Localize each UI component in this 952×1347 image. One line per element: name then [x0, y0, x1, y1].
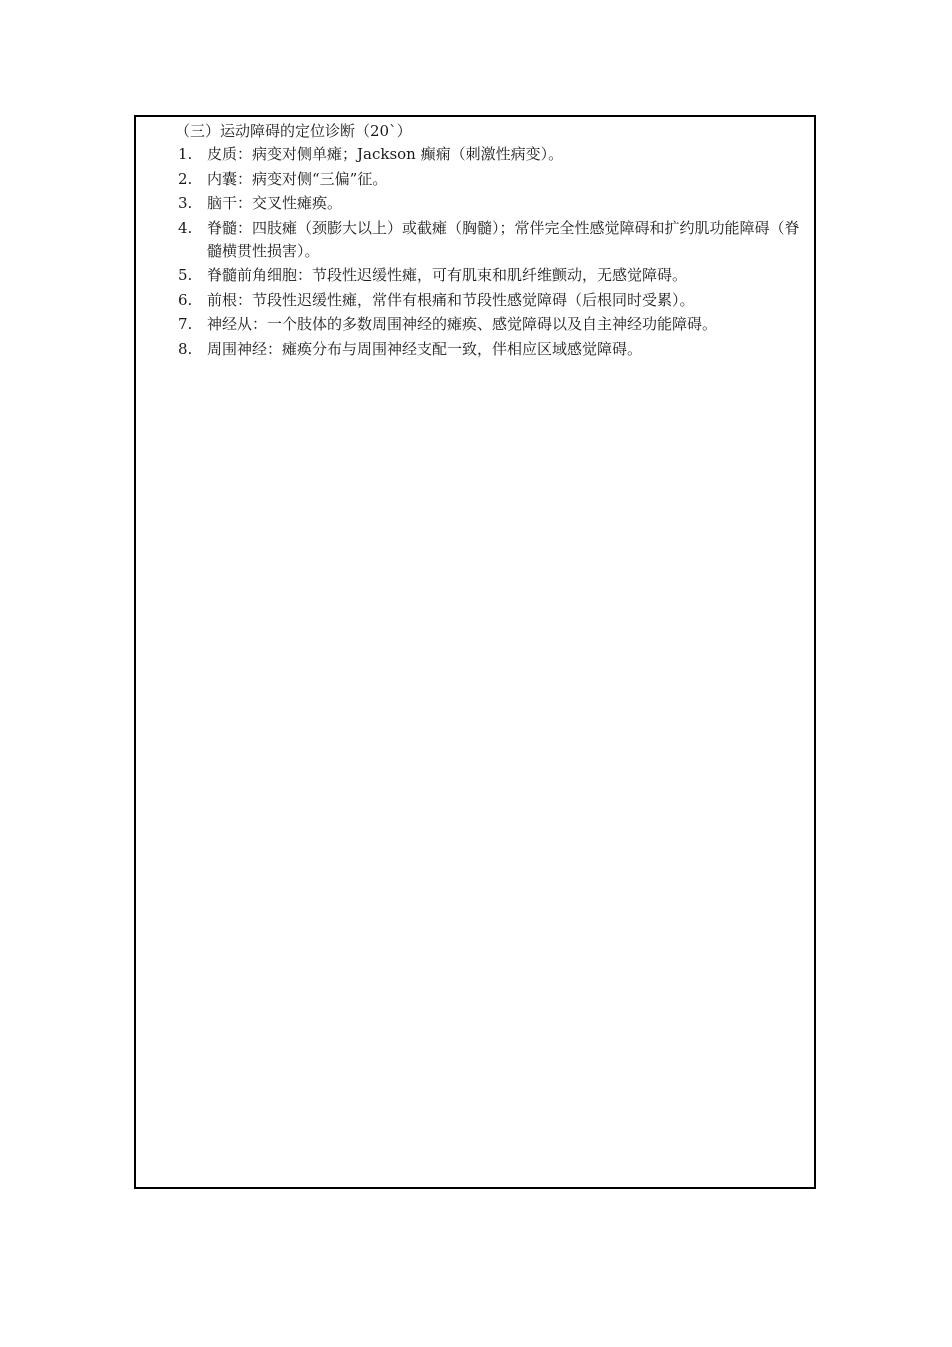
- item-number: 7.: [178, 315, 193, 333]
- list-item-4: [178, 217, 810, 263]
- item-text: 神经从：一个肢体的多数周围神经的瘫痪、感觉障碍以及自主神经功能障碍。: [207, 315, 718, 333]
- item-text: 脊髓：四肢瘫（颈膨大以上）或截瘫（胸髓）；常伴完全性感觉障碍和扩约肌功能障碍（脊髓横贯性损害）。: [207, 218, 800, 260]
- list-item-1: [178, 143, 810, 166]
- item-text: 内囊：病变对侧“三偏”征。: [207, 169, 388, 188]
- list-item-8: [178, 338, 810, 361]
- list-item-2: [178, 168, 810, 191]
- list-item-3: [178, 192, 810, 215]
- item-number: 3.: [178, 194, 193, 212]
- item-text: 脊髓前角细胞：节段性迟缓性瘫，可有肌束和肌纤维颤动，无感觉障碍。: [207, 266, 688, 284]
- item-number: 1.: [178, 145, 193, 163]
- section-heading: （三）运动障碍的定位诊断（20`）: [175, 122, 412, 140]
- list-item-5: [178, 264, 810, 287]
- item-number: 5.: [178, 266, 193, 284]
- item-number: 6.: [178, 290, 193, 309]
- list-item-7: [178, 313, 810, 336]
- item-text: 皮质：病变对侧单瘫；Jackson 癫痫（刺激性病变）。: [207, 145, 564, 163]
- item-number: 4.: [178, 218, 193, 237]
- list-item-6: [178, 289, 810, 312]
- diagnosis-list: [178, 143, 810, 362]
- item-text: 前根：节段性迟缓性瘫，常伴有根痛和节段性感觉障碍（后根同时受累）。: [207, 290, 695, 309]
- item-text: 脑干：交叉性瘫痪。: [207, 194, 343, 212]
- item-text: 周围神经：瘫痪分布与周围神经支配一致，伴相应区域感觉障碍。: [207, 339, 643, 358]
- item-number: 2.: [178, 169, 193, 188]
- item-number: 8.: [178, 339, 193, 358]
